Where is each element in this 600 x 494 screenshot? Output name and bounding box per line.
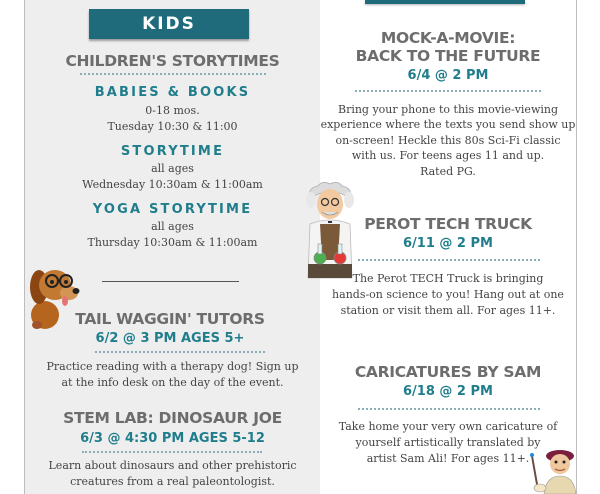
section-separator — [102, 281, 239, 282]
kids-banner: KIDS — [89, 9, 249, 39]
divider — [358, 259, 540, 261]
tail-waggin-desc-2: at the info desk on the day of the event. — [61, 376, 284, 389]
divider — [82, 451, 262, 453]
yoga-storytime-ages: all ages — [151, 220, 194, 233]
stem-lab-title: STEM LAB: DINOSAUR JOE — [63, 409, 282, 427]
caricatures-desc-1: Take home your very own caricature of — [338, 420, 558, 433]
mock-a-movie-title-line-1: MOCK-A-MOVIE: — [380, 29, 516, 47]
childrens-storytimes-title: CHILDREN'S STORYTIMES — [65, 52, 280, 70]
babies-and-books-time: Tuesday 10:30 & 11:00 — [107, 120, 238, 133]
painter-illustration — [526, 446, 586, 494]
caricatures-desc-3: artist Sam Ali! For ages 11+. — [366, 452, 530, 465]
perot-tech-truck-title: PEROT TECH TRUCK — [364, 215, 532, 233]
mock-a-movie-title-line-2: BACK TO THE FUTURE — [355, 47, 541, 65]
frame-right-border — [576, 0, 577, 494]
divider — [355, 90, 541, 92]
mock-a-movie-desc-4: with us. For teens ages 11 and up. — [351, 149, 545, 162]
yoga-storytime-title: YOGA STORYTIME — [92, 202, 253, 217]
divider — [95, 351, 265, 353]
section-banner-edge — [365, 0, 525, 4]
caricatures-date: 6/18 @ 2 PM — [403, 384, 493, 399]
yoga-storytime-time: Thursday 10:30am & 11:00am — [87, 236, 258, 249]
tail-waggin-desc-1: Practice reading with a therapy dog! Sign up — [46, 360, 299, 373]
stem-lab-desc-1: Learn about dinosaurs and other prehistoric — [48, 459, 297, 472]
caricatures-title: CARICATURES BY SAM — [354, 363, 542, 381]
divider — [80, 73, 266, 75]
tail-waggin-title: TAIL WAGGIN' TUTORS — [75, 310, 265, 328]
mock-a-movie-desc-1: Bring your phone to this movie-viewing — [337, 103, 559, 116]
babies-and-books-ages: 0-18 mos. — [145, 104, 200, 117]
divider — [358, 408, 540, 410]
perot-tech-truck-desc-2: hands-on science to you! Hang out at one — [332, 288, 564, 301]
storytime-ages: all ages — [151, 162, 194, 175]
storytime-title: STORYTIME — [120, 144, 225, 159]
caricatures-desc-2: yourself artistically translated by — [355, 436, 541, 449]
tail-waggin-date: 6/2 @ 3 PM AGES 5+ — [95, 331, 245, 346]
mock-a-movie-desc-5: Rated PG. — [420, 165, 476, 178]
stem-lab-desc-2: creatures from a real paleontologist. — [70, 475, 275, 488]
storytime-time: Wednesday 10:30am & 11:00am — [82, 178, 263, 191]
babies-and-books-title: BABIES & BOOKS — [94, 85, 251, 100]
perot-tech-truck-desc-1: The Perot TECH Truck is bringing — [352, 272, 544, 285]
mock-a-movie-desc-2: experience where the texts you send show up — [320, 118, 576, 131]
mock-a-movie-desc-3: on-screen! Heckle this 80s Sci-Fi classic — [335, 134, 561, 147]
stem-lab-date: 6/3 @ 4:30 PM AGES 5-12 — [80, 431, 265, 446]
mock-a-movie-date: 6/4 @ 2 PM — [407, 68, 489, 83]
perot-tech-truck-desc-3: station or visit them all. For ages 11+. — [340, 304, 556, 317]
perot-tech-truck-date: 6/11 @ 2 PM — [403, 236, 493, 251]
